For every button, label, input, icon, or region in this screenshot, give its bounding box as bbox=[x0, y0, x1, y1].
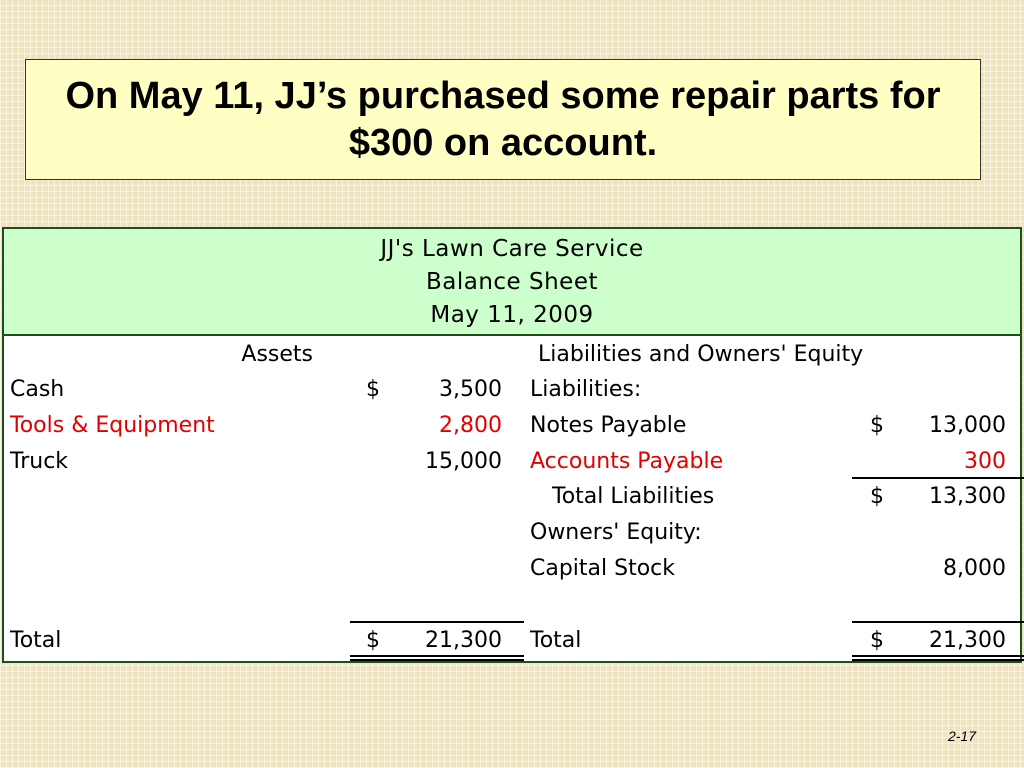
liabilities-label: Liabilities: bbox=[530, 377, 642, 402]
slide-title: On May 11, JJ’s purchased some repair parts for $300 on account. bbox=[65, 75, 941, 164]
total-liabilities-label: Total Liabilities bbox=[552, 484, 715, 509]
liability-amount-accounts-payable: 300 bbox=[964, 449, 1006, 474]
le-double-rule-2 bbox=[852, 659, 1024, 661]
total-liabilities-amount: 13,300 bbox=[929, 484, 1006, 509]
liabilities-equity-heading: Liabilities and Owners' Equity bbox=[538, 342, 864, 367]
owners-equity-label: Owners' Equity: bbox=[530, 520, 702, 545]
le-total-label: Total bbox=[530, 628, 582, 653]
asset-label-truck: Truck bbox=[10, 449, 69, 474]
balance-sheet-header bbox=[4, 229, 1020, 336]
le-total-amount: 21,300 bbox=[929, 628, 1006, 653]
asset-currency-cash: $ bbox=[366, 377, 380, 402]
le-double-rule-1 bbox=[852, 655, 1024, 657]
balance-sheet bbox=[2, 227, 1022, 663]
liabilities-subtotal-rule bbox=[852, 477, 1024, 479]
liability-amount-notes-payable: 13,000 bbox=[929, 413, 1006, 438]
statement-name: Balance Sheet bbox=[425, 269, 599, 295]
assets-total-currency: $ bbox=[366, 628, 380, 653]
liability-label-accounts-payable: Accounts Payable bbox=[530, 449, 724, 474]
assets-total-rule bbox=[350, 621, 524, 623]
company-name: JJ's Lawn Care Service bbox=[380, 236, 644, 262]
assets-double-rule-2 bbox=[350, 659, 524, 661]
assets-total-label: Total bbox=[10, 628, 62, 653]
le-total-currency: $ bbox=[870, 628, 884, 653]
assets-heading: Assets bbox=[241, 342, 313, 367]
capital-stock-label: Capital Stock bbox=[530, 556, 676, 581]
asset-label-tools: Tools & Equipment bbox=[10, 413, 215, 438]
assets-double-rule-1 bbox=[350, 655, 524, 657]
asset-amount-cash: 3,500 bbox=[439, 377, 502, 402]
le-total-rule bbox=[852, 621, 1024, 623]
asset-label-cash: Cash bbox=[10, 377, 65, 402]
liability-label-notes-payable: Notes Payable bbox=[530, 413, 687, 438]
assets-total-amount: 21,300 bbox=[425, 628, 502, 653]
asset-amount-tools: 2,800 bbox=[439, 413, 502, 438]
asset-amount-truck: 15,000 bbox=[425, 449, 502, 474]
liability-currency-notes-payable: $ bbox=[870, 413, 884, 438]
page-number: 2-17 bbox=[947, 728, 976, 744]
statement-date: May 11, 2009 bbox=[430, 302, 594, 328]
total-liabilities-currency: $ bbox=[870, 484, 884, 509]
capital-stock-amount: 8,000 bbox=[943, 556, 1006, 581]
slide-title-box bbox=[25, 59, 981, 180]
